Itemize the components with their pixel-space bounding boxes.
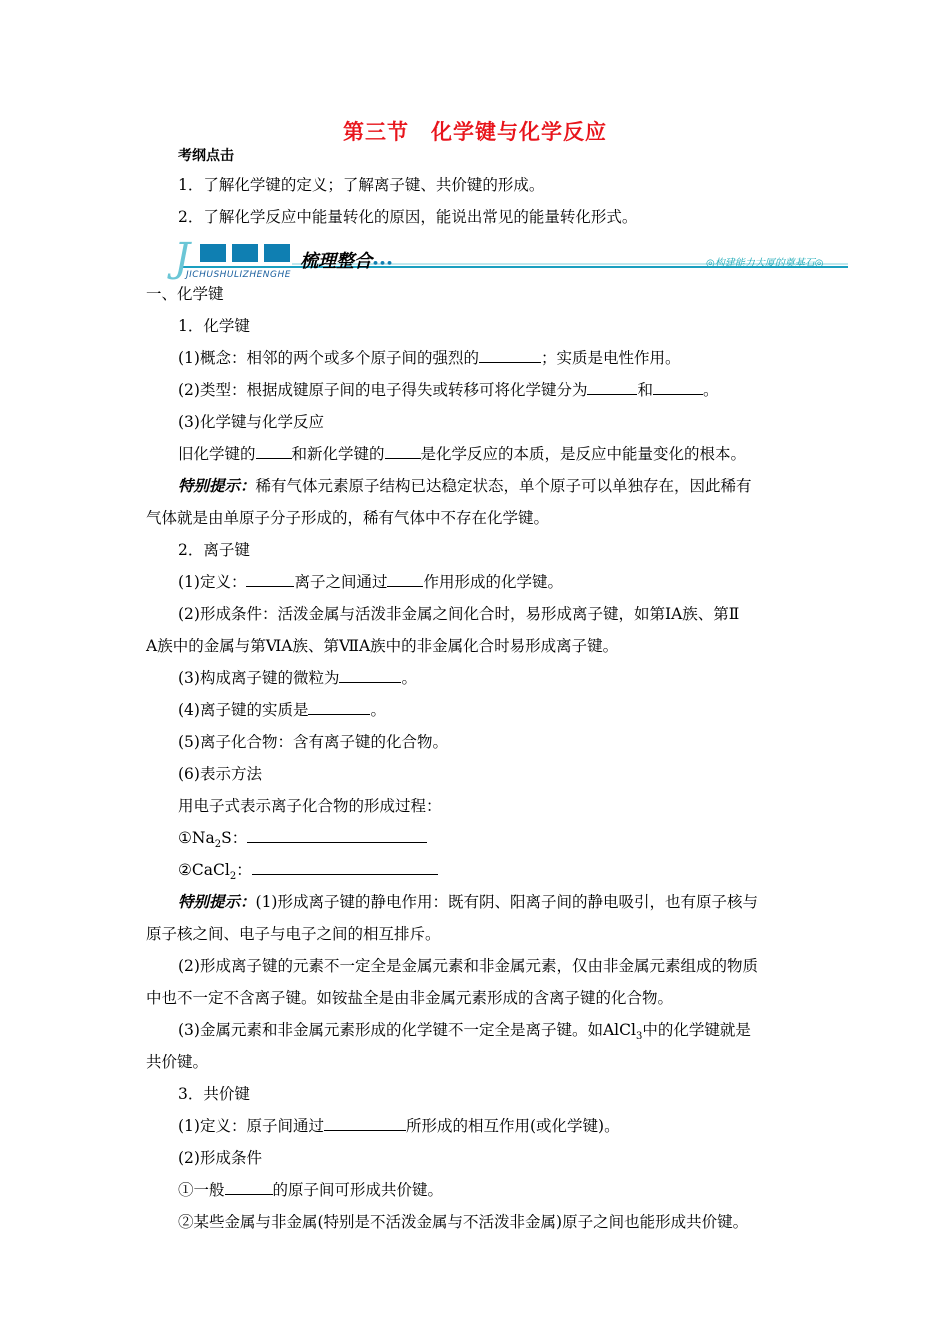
heading-1: 一、化学键 — [146, 285, 224, 303]
heading-2: 2．离子键 — [178, 541, 250, 559]
kaogang-item-1: 1．了解化学键的定义；了解离子键、共价键的形成。 — [178, 176, 545, 194]
kaogang-item-2: 2．了解化学反应中能量转化的原因，能说出常见的能量转化形式。 — [178, 208, 638, 226]
para-ionic-particle: (3)构成离子键的微粒为 。 — [178, 669, 417, 687]
section-title: 第三节 化学键与化学反应 — [343, 120, 607, 144]
para-cacl2: ②CaCl$_2$： — [178, 860, 438, 887]
para-covalent-def: (1)定义：原子间通过 所形成的相互作用(或化学键)。 — [178, 1117, 620, 1135]
tip-2-line-6: 共价键。 — [146, 1053, 209, 1071]
banner-subtitle: JICHUSHULIZHENGHE — [186, 270, 291, 280]
para-bond-reaction: (3)化学键与化学反应 — [178, 413, 324, 431]
para-notation: (6)表示方法 — [178, 765, 262, 783]
para-concept: (1)概念：相邻的两个或多个原子间的强烈的 ；实质是电性作用。 — [178, 349, 681, 367]
banner-title: 梳理整合••• — [300, 251, 394, 272]
tip-1-line-2: 气体就是由单原子分子形成的，稀有气体中不存在化学键。 — [146, 509, 550, 527]
para-covalent-cond: (2)形成条件 — [178, 1149, 262, 1167]
tip-2-line-4: 中也不一定不含离子键。如铵盐全是由非金属元素形成的含离子键的化合物。 — [146, 989, 674, 1007]
para-ionic-def: (1)定义： 离子之间通过 作用形成的化学键。 — [178, 573, 563, 591]
para-ionic-cond-1: (2)形成条件：活泼金属与活泼非金属之间化合时，易形成离子键，如第ⅠA族、第Ⅱ — [178, 605, 740, 623]
tip-1-line-1: 特别提示：稀有气体元素原子结构已达稳定状态，单个原子可以单独存在，因此稀有 — [178, 477, 752, 495]
tip-2-line-1: 特别提示：(1)形成离子键的静电作用：既有阴、阳离子间的静电吸引，也有原子核与 — [178, 893, 758, 911]
tip-2-line-5: (3)金属元素和非金属元素形成的化学键不一定全是离子键。如AlCl$_3$中的化学键就是 — [178, 1021, 751, 1043]
para-type: (2)类型：根据成键原子间的电子得失或转移可将化学键分为 和 。 — [178, 381, 719, 399]
para-ionic-essence: (4)离子键的实质是 。 — [178, 701, 386, 719]
tip-2-line-2: 原子核之间、电子与电子之间的相互排斥。 — [146, 925, 441, 943]
para-essence: 旧化学键的 和新化学键的 是化学反应的本质，是反应中能量变化的根本。 — [178, 445, 747, 463]
tip-2-line-3: (2)形成离子键的元素不一定全是金属元素和非金属元素，仅由非金属元素组成的物质 — [178, 957, 758, 975]
kaogang-heading: 考纲点击 — [178, 148, 234, 164]
para-electron-formula: 用电子式表示离子化合物的形成过程： — [178, 797, 442, 815]
para-covalent-cond-1: ①一般 的原子间可形成共价键。 — [178, 1181, 444, 1199]
para-covalent-cond-2: ②某些金属与非金属(特别是不活泼金属与不活泼非金属)原子之间也能形成共价键。 — [178, 1213, 749, 1231]
para-ionic-compound: (5)离子化合物：含有离子键的化合物。 — [178, 733, 448, 751]
heading-3: 3．共价键 — [178, 1085, 250, 1103]
heading-1-1: 1．化学键 — [178, 317, 250, 335]
banner-letter: J — [174, 235, 191, 281]
para-ionic-cond-2: A族中的金属与第ⅥA族、第ⅦA族中的非金属化合时易形成离子键。 — [146, 637, 619, 655]
para-na2s: $①Na_2S$： — [178, 828, 427, 855]
banner-motto: ◎构建能力大厦的奠基石◎ — [706, 258, 824, 269]
